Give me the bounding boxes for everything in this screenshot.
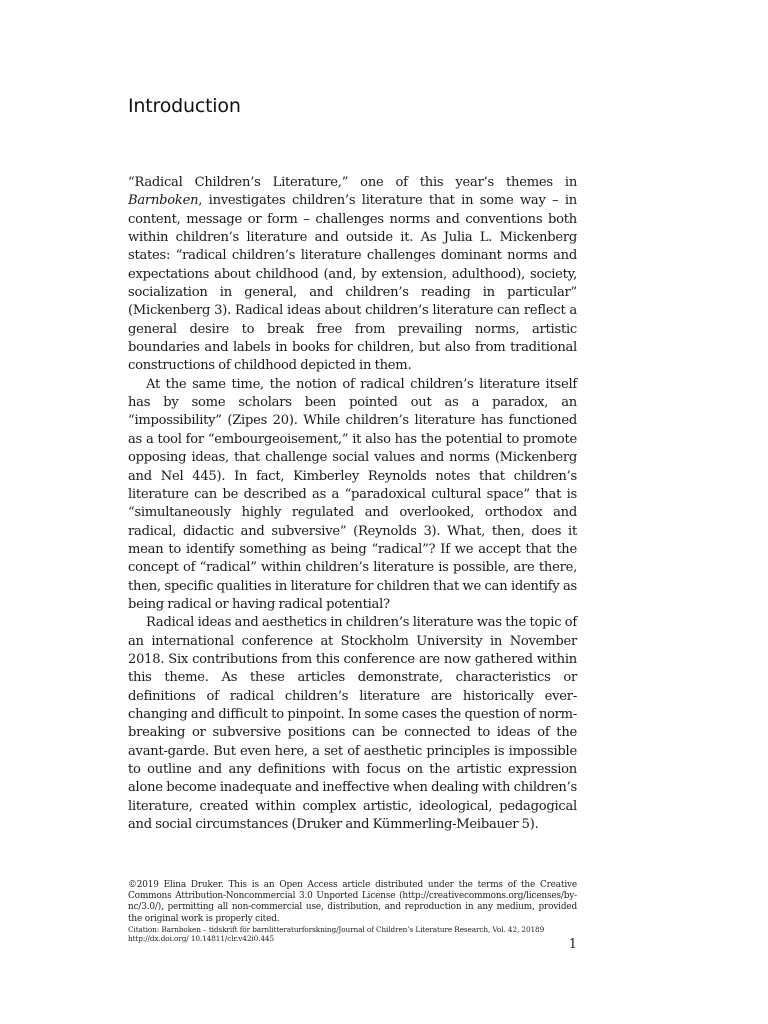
page-number: 1 — [568, 937, 577, 952]
doi-link[interactable]: http://dx.doi.org/ 10.14811/clr.v42i0.445 — [128, 934, 274, 944]
article-body — [128, 174, 577, 834]
citation-line: Citation: Barnboken – tidskrift för barnlitteraturforskning/Journal of Children’s Literature Research, Vol. 42, 20189 — [128, 924, 545, 934]
paragraph-1: “Radical Children’s Literature,” one of this year’s themes in Barnboken, investigates children’s literature that in some way – in content, message or form – challenges norms and conventions both within children’s literature and outside it. As Julia L. Mickenberg states: “radical children’s literature challenges dominant norms and expectations about childhood (and, by extension, adulthood), society, socialization in general, and children’s reading in particular” (Mickenberg 3). Radical ideas about children’s literature can reflect a general desire to break free from prevailing norms, artistic boundaries and labels in books for children, but also from traditional constructions of childhood depicted in them. — [128, 175, 577, 374]
section-heading: Introduction — [128, 95, 241, 117]
paragraph-3: Radical ideas and aesthetics in children’s literature was the topic of an international conference at Stockholm University in November 2018. Six contributions from this conference are now gathered within this theme. As these articles demonstrate, characteristics or definitions of radical children’s literature are historically ever-changing and difficult to pinpoint. In some cases the question of norm-breaking or subversive positions can be connected to ideas of the avant-garde. But even here, a set of aesthetic principles is impossible to outline and any definitions with focus on the artistic expression alone become inadequate and ineffective when dealing with children’s literature, created within complex artistic, ideological, pedagogical and social circumstances (Druker and Kümmerling-Meibauer 5). — [128, 615, 577, 833]
article-page — [128, 0, 577, 1024]
footnote — [128, 880, 577, 944]
paragraph-2: At the same time, the notion of radical children’s literature itself has by some scholars been pointed out as a paradox, an “impossibility” (Zipes 20). While children’s literature has functioned as a tool for “embourgeoisement,” it also has the potential to promote opposing ideas, that challenge social values and norms (Mickenberg and Nel 445). In fact, Kimberley Reynolds notes that children’s literature can be described as a “paradoxical cultural space” that is “simultaneously highly regulated and overlooked, orthodox and radical, didactic and subversive” (Reynolds 3). What, then, does it mean to identify something as being “radical”? If we accept that the concept of “radical” within children’s literature is possible, are there, then, specific qualities in literature for children that we can identify as being radical or having radical potential? — [128, 376, 577, 612]
license-notice: ©2019 Elina Druker. This is an Open Access article distributed under the terms of the Creative Commons Attribution-Noncommercial 3.0 Unported License (http://creativecommons.org/licenses/by-nc/3.0/), permitting all non-commercial use, distribution, and reproduction in any medium, provided the original work is properly cited. — [128, 880, 577, 924]
